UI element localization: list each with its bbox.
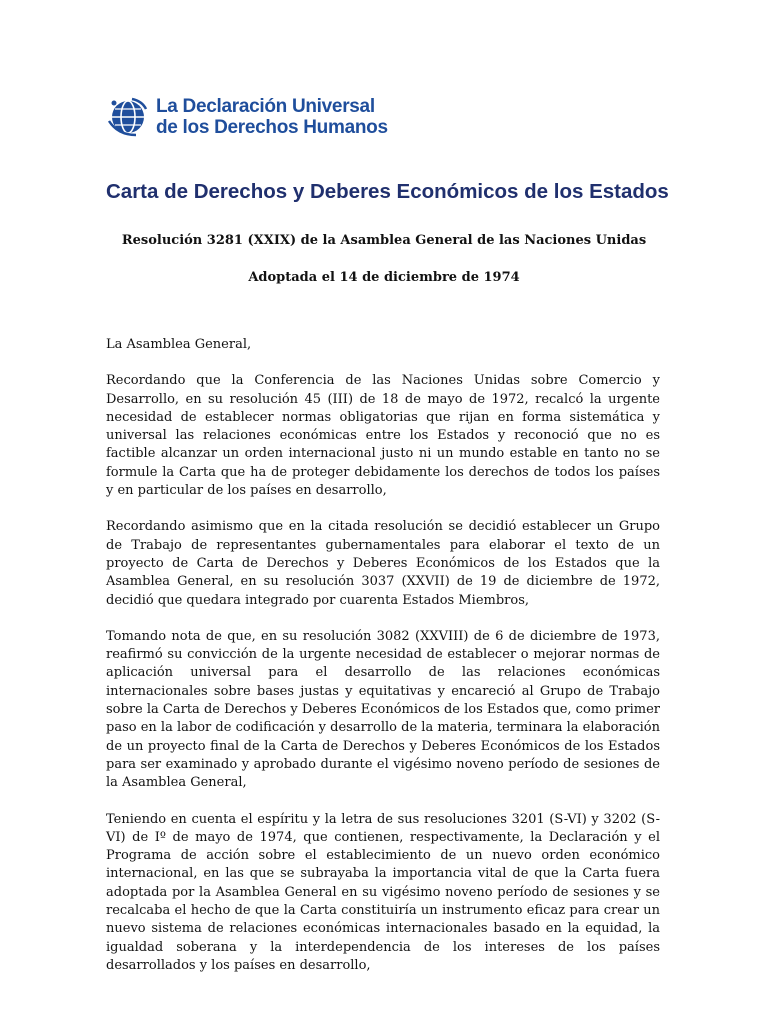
adoption-date: Adoptada el 14 de diciembre de 1974 xyxy=(248,270,520,285)
document-body xyxy=(106,336,660,993)
paragraph-1: Recordando que la Conferencia de las Naciones Unidas sobre Comercio y Desarrollo, en su resolución 45 (III) de 18 de mayo de 1972, recalcó la urgente necesidad de establecer normas obligatorias que rijan en forma sistemática y universal las relaciones económicas entre los Estados y reconoció que no es factible alcanzar un orden internacional justo ni un mundo estable en tanto no se formule la Carta que ha de proteger debidamente los derechos de todos los países y en particular de los países en desarrollo, xyxy=(106,373,660,499)
logo-line-1: La Declaración Universal xyxy=(156,96,375,117)
logo-wordmark xyxy=(156,96,388,138)
paragraph-4: Teniendo en cuenta el espíritu y la letra de sus resoluciones 3201 (S-VI) y 3202 (S-VI) de Iº de mayo de 1974, que contienen, respectivamente, la Declaración y el Programa de acción sobre el establecimiento de un nuevo orden económico internacional, en las que se subrayaba la importancia vital de que la Carta fuera adoptada por la Asamblea General en su vigésimo noveno período de sesiones y se recalcaba el hecho de que la Carta constituiría un instrumento eficaz para crear un nuevo sistema de relaciones económicas internacionales basado en la equidad, la igualdad soberana y la interdependencia de los intereses de los países desarrollados y los países en desarrollo, xyxy=(106,811,660,973)
logo-line-2: de los Derechos Humanos xyxy=(156,117,388,138)
globe-icon xyxy=(106,95,152,139)
document-title: Carta de Derechos y Deberes Económicos de los Estados xyxy=(106,180,669,203)
resolution-heading: Resolución 3281 (XXIX) de la Asamblea General de las Naciones Unidas xyxy=(121,233,647,248)
paragraph-2: Recordando asimismo que en la citada resolución se decidió establecer un Grupo de Trabajo de representantes gubernamentales para elaborar el texto de un proyecto de Carta de Derechos y Deberes Económicos de los Estados que la Asamblea General, en su resolución 3037 (XXVII) de 19 de diciembre de 1972, decidió que quedara integrado por cuarenta Estados Miembros, xyxy=(106,519,660,608)
udhr-logo xyxy=(106,94,388,140)
paragraph-3: Tomando nota de que, en su resolución 3082 (XXVIII) de 6 de diciembre de 1973, reafirmó su convicción de la urgente necesidad de establecer o mejorar normas de aplicación universal para el desarrollo de las relaciones económicas internacionales sobre bases justas y equitativas y encareció al Grupo de Trabajo sobre la Carta de Derechos y Deberes Económicos de los Estados que, como primer paso en la labor de codificación y desarrollo de la materia, terminara la elaboración de un proyecto final de la Carta de Derechos y Deberes Económicos de los Estados para ser examinado y aprobado durante el vigésimo noveno período de sesiones de la Asamblea General, xyxy=(106,628,660,791)
paragraph-0: La Asamblea General, xyxy=(106,337,252,352)
